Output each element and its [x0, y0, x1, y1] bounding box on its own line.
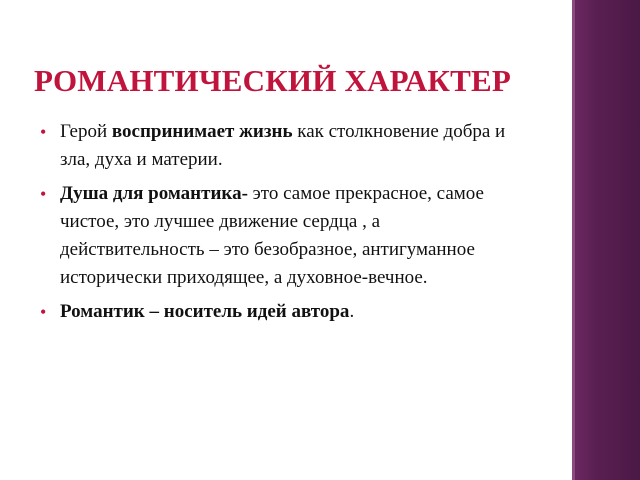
decorative-side-band [572, 0, 640, 480]
bullet-item-hero [38, 118, 518, 174]
bullet-item-soul [38, 180, 518, 292]
bullet-icon: • [40, 184, 47, 204]
bullet-icon: • [40, 122, 47, 142]
bullet-bold-text: Душа для романтика- [60, 183, 248, 204]
bullet-text: . [349, 301, 355, 322]
bullet-bold-text: Романтик – носитель идей автора [60, 301, 350, 322]
bullet-text: как столкновение добра и зла, духа и материи. [60, 121, 506, 170]
bullet-icon: • [40, 302, 47, 322]
bullet-text: Герой [60, 121, 112, 142]
bullet-list [38, 118, 518, 326]
slide-title: РОМАНТИЧЕСКИЙ ХАРАКТЕР [34, 63, 511, 98]
bullet-item-romantic [38, 298, 518, 326]
slide-content [38, 118, 518, 332]
bullet-text: это самое прекрасное, самое чистое, это лучшее движение сердца , а действительность – это безобразное, антигуманное исторически приходящее, а духовное-вечное. [60, 183, 484, 288]
bullet-bold-text: воспринимает жизнь [111, 121, 293, 142]
